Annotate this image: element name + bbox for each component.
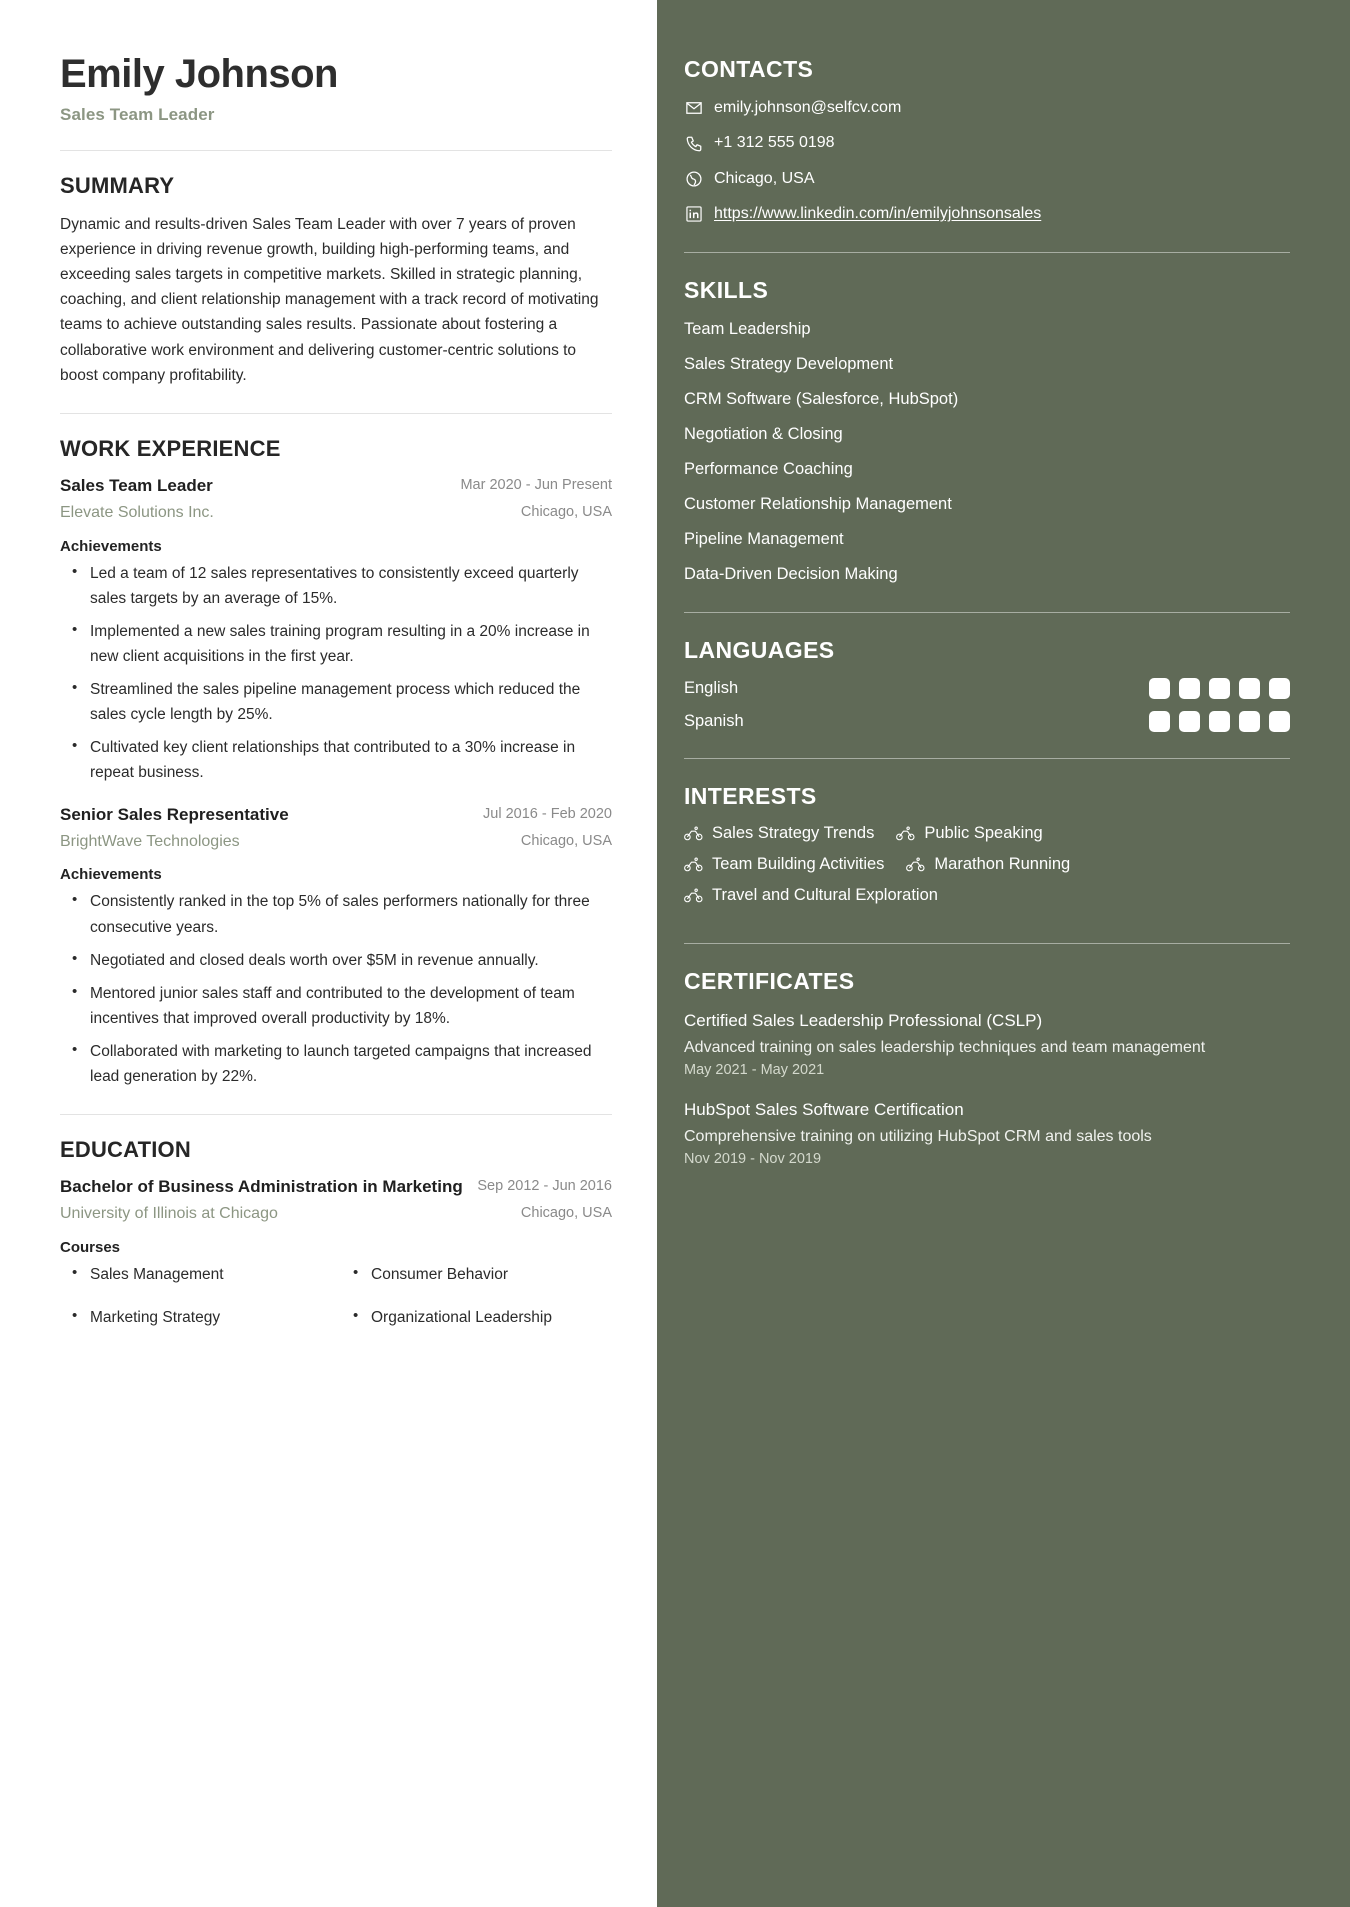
interests-heading: INTERESTS xyxy=(684,783,817,810)
list-item: • Marketing Strategy xyxy=(60,1305,331,1330)
achievements-list xyxy=(60,561,612,786)
interest-item xyxy=(684,886,938,905)
list-item: • Sales Management xyxy=(60,1262,331,1287)
education-date: Sep 2012 - Jun 2016 xyxy=(477,1178,612,1195)
list-item: • Led a team of 12 sales representatives to consistently exceed quarterly sales targets by an average of 15%. xyxy=(60,561,612,611)
job-position: Sales Team Leader xyxy=(60,475,213,495)
divider xyxy=(60,150,612,151)
list-item: • Cultivated key client relationships that contributed to a 30% increase in repeat business. xyxy=(60,735,612,785)
contact-location[interactable] xyxy=(684,168,1290,190)
job-location: Chicago, USA xyxy=(520,832,612,849)
candidate-name: Emily Johnson xyxy=(60,52,338,96)
sidebar-divider xyxy=(684,252,1290,253)
work-entry xyxy=(60,475,612,786)
section-languages xyxy=(684,637,1290,732)
level-square xyxy=(1269,678,1290,699)
interest-label: Team Building Activities xyxy=(712,855,885,874)
bicycle-icon xyxy=(896,826,915,841)
interest-item xyxy=(684,824,874,843)
list-item: • Mentored junior sales staff and contributed to the development of team incentives that improved overall productivity by 18%. xyxy=(60,981,612,1031)
summary-text: Dynamic and results-driven Sales Team Leader with over 7 years of proven experience in driving revenue growth, building high-performing teams, and exceeding sales targets in competitive markets. Skilled in strategic planning, coaching, and client relationship management with a track record of motivating teams to achieve outstanding sales results. Passionate about fostering a collaborative work environment and delivering customer-centric solutions to boost company profitability. xyxy=(60,216,599,384)
interest-item xyxy=(896,824,1042,843)
list-item: • Consistently ranked in the top 5% of sales performers nationally for three consecutive years. xyxy=(60,889,612,939)
bicycle-icon xyxy=(684,857,703,872)
interest-item xyxy=(684,855,884,874)
list-item: • Implemented a new sales training program resulting in a 20% increase in new client acquisitions in the first year. xyxy=(60,619,612,669)
job-date: Mar 2020 - Jun Present xyxy=(460,476,612,493)
list-item: • Organizational Leadership xyxy=(341,1305,612,1330)
level-square xyxy=(1149,678,1170,699)
skill-item: Data-Driven Decision Making xyxy=(684,565,898,584)
contact-email[interactable] xyxy=(684,97,1290,119)
level-square xyxy=(1239,711,1260,732)
certificate-date: May 2021 - May 2021 xyxy=(684,1062,825,1079)
level-square xyxy=(1209,678,1230,699)
list-item: • Negotiated and closed deals worth over $5M in revenue annually. xyxy=(60,948,612,973)
main-column xyxy=(0,0,657,1907)
bicycle-icon xyxy=(684,826,703,841)
certificate-item xyxy=(684,1009,1290,1078)
language-name: Spanish xyxy=(684,712,744,731)
education-degree: Bachelor of Business Administration in Marketing xyxy=(60,1177,463,1197)
contact-linkedin[interactable] xyxy=(684,203,1290,225)
interest-label: Travel and Cultural Exploration xyxy=(712,886,938,905)
envelope-icon xyxy=(684,99,703,118)
work-entry xyxy=(60,804,612,1090)
achievements-label: Achievements xyxy=(60,866,162,884)
level-square xyxy=(1209,711,1230,732)
level-square xyxy=(1149,711,1170,732)
contact-phone-value: +1 312 555 0198 xyxy=(714,134,835,152)
list-item: • Streamlined the sales pipeline management process which reduced the sales cycle length by 25%. xyxy=(60,677,612,727)
skill-item: Sales Strategy Development xyxy=(684,354,894,373)
sidebar-divider xyxy=(684,943,1290,944)
bicycle-icon xyxy=(684,888,703,903)
section-interests xyxy=(684,783,1290,917)
summary-heading: SUMMARY xyxy=(60,173,175,198)
job-company: BrightWave Technologies xyxy=(60,832,240,850)
section-work-experience xyxy=(60,436,612,1089)
education-location: Chicago, USA xyxy=(520,1205,612,1222)
education-school: University of Illinois at Chicago xyxy=(60,1205,278,1223)
section-summary xyxy=(60,173,612,388)
bicycle-icon xyxy=(906,857,925,872)
contact-linkedin-value[interactable]: https://www.linkedin.com/in/emilyjohnsonsales xyxy=(714,205,1042,223)
skills-heading: SKILLS xyxy=(684,276,769,303)
sidebar-divider xyxy=(684,612,1290,613)
globe-icon xyxy=(684,169,703,188)
certificates-heading: CERTIFICATES xyxy=(684,968,855,995)
skill-item: Performance Coaching xyxy=(684,459,853,478)
languages-heading: LANGUAGES xyxy=(684,637,835,664)
list-item: • Collaborated with marketing to launch targeted campaigns that increased lead generation by 22%. xyxy=(60,1039,612,1089)
contact-phone[interactable] xyxy=(684,132,1290,154)
skill-item: CRM Software (Salesforce, HubSpot) xyxy=(684,389,959,408)
language-row xyxy=(684,678,1290,699)
candidate-role: Sales Team Leader xyxy=(60,105,215,124)
courses-label: Courses xyxy=(60,1239,121,1257)
phone-icon xyxy=(684,134,703,153)
achievements-list xyxy=(60,889,612,1089)
section-education xyxy=(60,1137,612,1338)
skill-item: Customer Relationship Management xyxy=(684,495,952,514)
certificate-name: Certified Sales Leadership Professional (CSLP) xyxy=(684,1011,1043,1031)
level-square xyxy=(1239,678,1260,699)
sidebar-divider xyxy=(684,758,1290,759)
sidebar xyxy=(657,0,1350,1907)
interests-list xyxy=(684,824,1084,917)
job-company: Elevate Solutions Inc. xyxy=(60,503,214,521)
education-heading: EDUCATION xyxy=(60,1137,191,1163)
skill-item: Team Leadership xyxy=(684,319,811,338)
level-square xyxy=(1179,678,1200,699)
divider xyxy=(60,413,612,414)
certificate-description: Advanced training on sales leadership techniques and team management xyxy=(684,1038,1206,1056)
work-experience-heading: WORK EXPERIENCE xyxy=(60,435,281,461)
list-item: • Consumer Behavior xyxy=(341,1262,612,1287)
contact-email-value: emily.johnson@selfcv.com xyxy=(714,99,902,116)
interest-label: Public Speaking xyxy=(924,824,1043,843)
certificate-date: Nov 2019 - Nov 2019 xyxy=(684,1150,822,1167)
certificate-item xyxy=(684,1098,1290,1167)
section-certificates xyxy=(684,968,1290,1167)
certificate-name: HubSpot Sales Software Certification xyxy=(684,1100,964,1120)
skill-item: Pipeline Management xyxy=(684,530,844,549)
interest-label: Marathon Running xyxy=(934,855,1071,874)
job-date: Jul 2016 - Feb 2020 xyxy=(483,805,612,822)
education-entry xyxy=(60,1176,612,1338)
job-location: Chicago, USA xyxy=(520,503,612,520)
certificate-description: Comprehensive training on utilizing HubSpot CRM and sales tools xyxy=(684,1127,1152,1145)
contacts-heading: CONTACTS xyxy=(684,56,814,82)
language-name: English xyxy=(684,679,739,698)
interest-label: Sales Strategy Trends xyxy=(712,824,875,843)
language-row xyxy=(684,711,1290,732)
level-square xyxy=(1179,711,1200,732)
divider xyxy=(60,1114,612,1115)
contact-location-value: Chicago, USA xyxy=(714,169,815,187)
language-level-spanish xyxy=(1149,711,1290,732)
skill-item: Negotiation & Closing xyxy=(684,424,843,443)
level-square xyxy=(1269,711,1290,732)
courses-list xyxy=(60,1262,612,1338)
job-position: Senior Sales Representative xyxy=(60,804,289,824)
language-level-english xyxy=(1149,678,1290,699)
section-contacts xyxy=(684,56,1290,226)
header-block xyxy=(60,52,612,125)
linkedin-icon xyxy=(684,205,703,224)
achievements-label: Achievements xyxy=(60,537,162,555)
interest-item xyxy=(906,855,1070,874)
section-skills xyxy=(684,277,1290,587)
